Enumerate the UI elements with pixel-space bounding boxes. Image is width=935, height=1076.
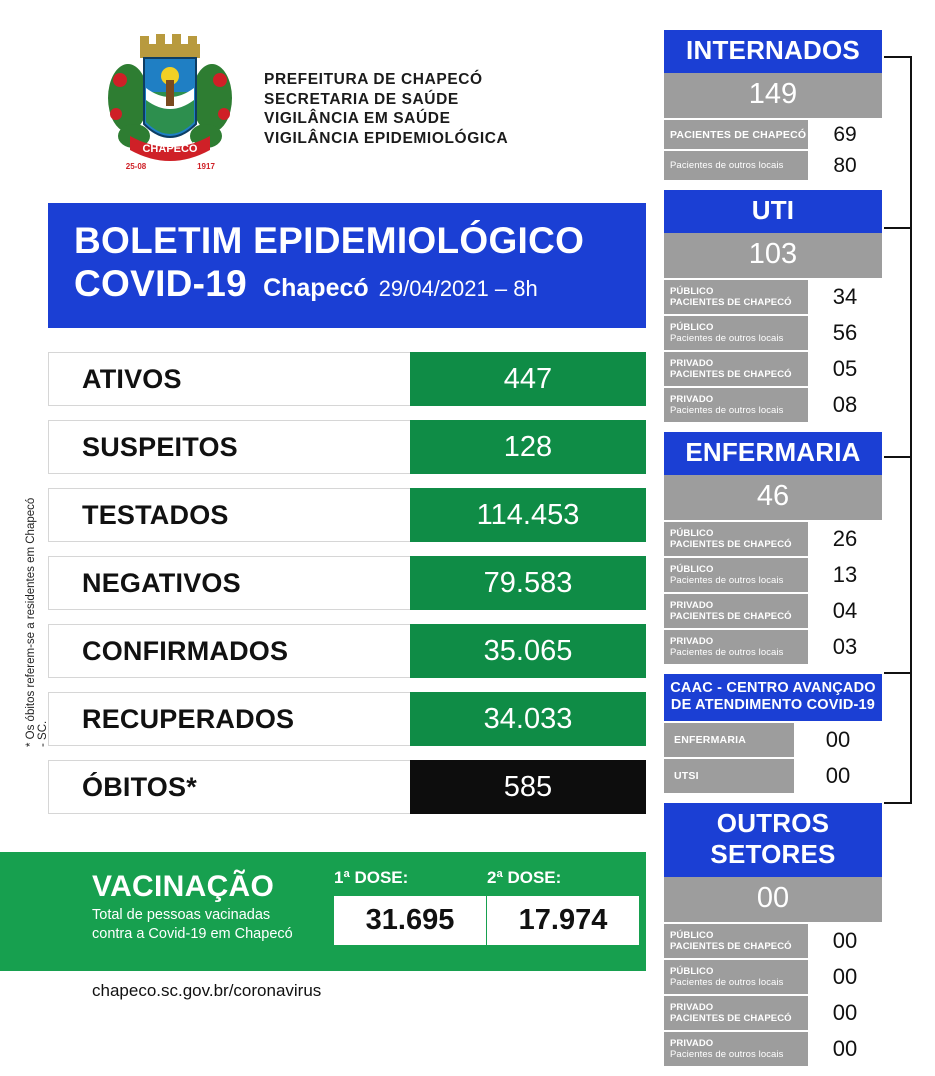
block-total: 149 [664,73,882,118]
row-value: 08 [808,388,882,422]
vaccination-subtitle-line-2: contra a Covid-19 em Chapecó [92,926,293,942]
dose-2-value: 17.974 [487,896,639,945]
dose-1-label: 1ª DOSE: [334,868,409,887]
row-value: 26 [808,522,882,556]
stat-row-recuperados [48,692,646,746]
row-sector: PRIVADO [670,358,714,369]
row-value: 00 [794,723,882,757]
title-banner [48,203,646,328]
block-title: OUTROS SETORES [664,803,882,877]
row-value: 00 [808,960,882,994]
table-row [664,759,882,793]
row-label: Pacientes de outros locais [670,333,784,344]
row-sector: PÚBLICO [670,528,714,539]
org-line-2: SECRETARIA DE SAÚDE [264,90,459,108]
stat-label: NEGATIVOS [82,568,241,598]
table-row [664,558,882,592]
row-label: PACIENTES DE CHAPECÓ [670,539,792,550]
vaccination-panel [0,852,646,971]
row-value: 56 [808,316,882,350]
table-row [664,316,882,350]
svg-text:25-08: 25-08 [125,162,147,171]
dose-1-value: 31.695 [334,896,486,945]
bracket-tick-uti [884,227,910,229]
stat-value: 585 [410,760,646,814]
bracket-tick-caac [884,672,910,674]
org-line-4: VIGILÂNCIA EPIDEMIOLÓGICA [264,129,509,147]
row-sector: PRIVADO [670,1038,714,1049]
row-label: Pacientes de outros locais [670,405,784,416]
org-line-1: PREFEITURA DE CHAPECÓ [264,71,483,88]
hospital-panels [664,30,882,1076]
row-value: 13 [808,558,882,592]
row-value: 00 [808,1032,882,1066]
table-row [664,1032,882,1066]
block-total: 46 [664,475,882,520]
row-value: 80 [808,151,882,180]
table-row [664,723,882,757]
table-row [664,151,882,180]
table-row [664,924,882,958]
block-uti [664,190,882,422]
block-title: UTI [664,190,882,233]
row-sector: PÚBLICO [670,286,714,297]
banner-date: 29/04/2021 – 8h [378,276,538,301]
table-row [664,522,882,556]
header [100,28,508,178]
stat-row-ativos [48,352,646,406]
chapeco-coat-of-arms-icon [100,28,240,178]
table-row [664,594,882,628]
banner-line-1: BOLETIM EPIDEMIOLÓGICO [74,220,585,261]
row-sector: PÚBLICO [670,564,714,575]
table-row [664,280,882,314]
block-title: ENFERMARIA [664,432,882,475]
stat-row-testados [48,488,646,542]
row-value: 03 [808,630,882,664]
row-label: PACIENTES DE CHAPECÓ [670,297,792,308]
row-value: 34 [808,280,882,314]
stat-value: 35.065 [410,624,646,678]
banner-line-2: COVID-19 [74,263,248,304]
stat-value: 114.453 [410,488,646,542]
row-sector: PÚBLICO [670,966,714,977]
row-sector: PÚBLICO [670,322,714,333]
vaccination-subtitle [92,906,293,944]
stat-label: CONFIRMADOS [82,636,289,666]
stat-row-suspeitos [48,420,646,474]
table-row [664,960,882,994]
block-total: 00 [664,877,882,922]
dose-2-label: 2ª DOSE: [487,868,562,887]
row-label: PACIENTES DE CHAPECÓ [670,128,807,141]
row-sector: PRIVADO [670,394,714,405]
row-sector: PRIVADO [670,1002,714,1013]
block-outros-setores [664,803,882,1066]
vaccination-title: VACINAÇÃO [92,870,275,903]
stat-label: ÓBITOS* [82,772,197,802]
stat-label: SUSPEITOS [82,432,238,462]
table-row [664,630,882,664]
row-value: 05 [808,352,882,386]
svg-text:1917: 1917 [197,162,215,171]
row-value: 04 [808,594,882,628]
stat-rows [48,352,646,828]
stat-value: 34.033 [410,692,646,746]
svg-text:CHAPECÓ: CHAPECÓ [142,143,198,155]
caac-title-line-1: CAAC - CENTRO AVANÇADO [670,680,876,696]
stat-value: 79.583 [410,556,646,610]
table-row [664,388,882,422]
row-value: 00 [808,924,882,958]
row-value: 69 [808,120,882,149]
organization-lines [264,70,508,148]
stat-value: 128 [410,420,646,474]
row-label: UTSI [674,770,699,782]
dose-1 [334,868,486,945]
vaccination-subtitle-line-1: Total de pessoas vacinadas [92,907,271,923]
row-label: PACIENTES DE CHAPECÓ [670,369,792,380]
row-sector: PRIVADO [670,636,714,647]
row-label: Pacientes de outros locais [670,647,784,658]
stat-label: RECUPERADOS [82,704,295,734]
block-title: INTERNADOS [664,30,882,73]
bracket-connector [884,56,912,804]
row-label: PACIENTES DE CHAPECÓ [670,1013,792,1024]
bracket-tick-enfermaria [884,456,910,458]
table-row [664,996,882,1030]
table-row [664,352,882,386]
row-sector: PRIVADO [670,600,714,611]
row-value: 00 [794,759,882,793]
dose-2 [487,868,639,945]
website-url[interactable]: chapeco.sc.gov.br/coronavirus [92,981,322,1000]
row-sector: PÚBLICO [670,930,714,941]
row-label: Pacientes de outros locais [670,160,784,171]
obitos-footnote: * Os óbitos referem-se a residentes em Chapecó - SC. [25,497,49,747]
block-internados [664,30,882,180]
block-enfermaria [664,432,882,664]
block-total: 103 [664,233,882,278]
stat-label: ATIVOS [82,364,182,394]
stat-row-obitos [48,760,646,814]
row-value: 00 [808,996,882,1030]
row-label: Pacientes de outros locais [670,1049,784,1060]
table-row [664,120,882,149]
stat-label: TESTADOS [82,500,229,530]
row-label: PACIENTES DE CHAPECÓ [670,611,792,622]
banner-city: Chapecó [263,274,369,302]
block-caac [664,674,882,793]
stat-row-confirmados [48,624,646,678]
row-label: Pacientes de outros locais [670,977,784,988]
row-label: ENFERMARIA [674,734,746,746]
row-label: Pacientes de outros locais [670,575,784,586]
row-label: PACIENTES DE CHAPECÓ [670,941,792,952]
stat-value: 447 [410,352,646,406]
stat-row-negativos [48,556,646,610]
block-title [664,674,882,721]
org-line-3: VIGILÂNCIA EM SAÚDE [264,110,451,127]
caac-title-line-2: DE ATENDIMENTO COVID-19 [670,697,876,713]
